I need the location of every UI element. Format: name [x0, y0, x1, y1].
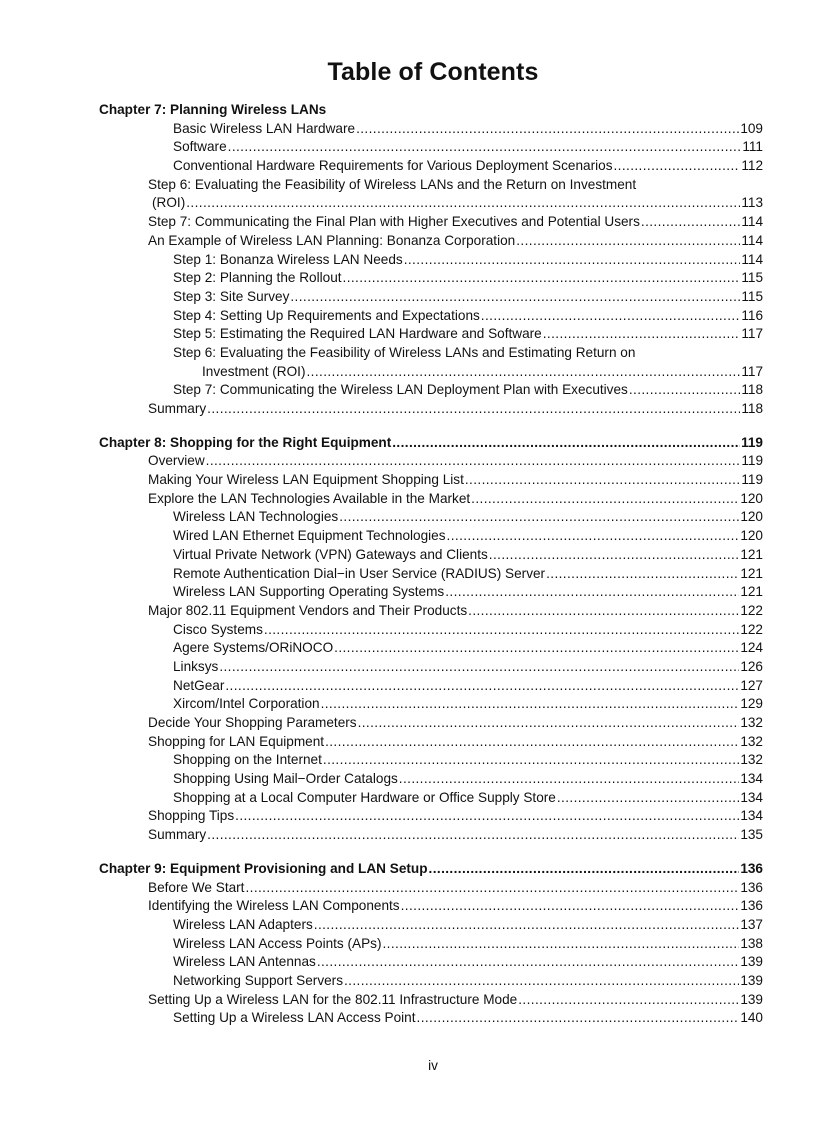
- toc-entry[interactable]: [99, 400, 763, 419]
- entry-title: Conventional Hardware Requirements for Various Deployment Scenarios: [173, 158, 613, 174]
- dot-leader: [334, 639, 739, 658]
- entry-page: 138: [740, 935, 763, 951]
- dot-leader: [245, 879, 739, 898]
- entry-page: 122: [740, 621, 763, 637]
- entry-title: Step 7: Communicating the Wireless LAN Deployment Plan with Executives: [173, 382, 628, 398]
- toc-entry[interactable]: [99, 695, 763, 714]
- entry-title: An Example of Wireless LAN Planning: Bonanza Corporation: [148, 232, 516, 248]
- dot-leader: [481, 307, 741, 326]
- entry-title: Before We Start: [148, 879, 245, 895]
- entry-page: 116: [741, 307, 763, 323]
- dot-leader: [641, 213, 740, 232]
- entry-page: 115: [741, 270, 763, 286]
- dot-leader: [264, 621, 739, 640]
- entry-page: 124: [740, 640, 763, 656]
- dot-leader: [186, 194, 740, 213]
- toc-entry[interactable]: [99, 879, 763, 898]
- entry-page: 117: [741, 326, 763, 342]
- entry-page: 132: [740, 715, 763, 730]
- entry-title: Explore the LAN Technologies Available in the Market: [148, 490, 471, 506]
- entry-page: 120: [740, 490, 763, 506]
- entry-title: Shopping Tips: [148, 808, 235, 824]
- entry-page: 109: [740, 120, 763, 136]
- entry-title: Remote Authentication Dial−in User Service (RADIUS) Server: [173, 565, 546, 581]
- entry-page: 115: [741, 288, 763, 304]
- toc-entry[interactable]: [99, 213, 763, 232]
- entry-title: Shopping on the Internet: [173, 752, 322, 768]
- entry-title: Decide Your Shopping Parameters: [148, 715, 357, 730]
- entry-title: Shopping Using Mail−Order Catalogs: [173, 771, 398, 787]
- dot-leader: [543, 325, 741, 344]
- toc-entry-continuation[interactable]: [99, 194, 763, 213]
- dot-leader: [557, 789, 739, 808]
- entry-page: 117: [741, 363, 763, 379]
- toc-entry[interactable]: [99, 916, 763, 935]
- entry-page: 121: [740, 565, 763, 581]
- entry-title: Shopping for LAN Equipment: [148, 733, 325, 749]
- toc-entry[interactable]: [99, 288, 763, 307]
- entry-title: Wireless LAN Antennas: [173, 954, 316, 970]
- entry-title: Xircom/Intel Corporation: [173, 696, 320, 712]
- toc-entry[interactable]: [99, 490, 763, 509]
- dot-leader: [228, 138, 742, 157]
- entry-page: 121: [740, 584, 763, 600]
- entry-page: 120: [740, 509, 763, 525]
- chapter-title: Chapter 9: Equipment Provisioning and LAN Setup: [99, 860, 428, 876]
- entry-page: 127: [740, 677, 763, 693]
- entry-page: 119: [741, 472, 763, 488]
- entry-title: Agere Systems/ORiNOCO: [173, 640, 334, 656]
- entry-title: Summary: [148, 401, 207, 416]
- toc-entry[interactable]: [99, 714, 763, 733]
- entry-title: Networking Support Servers: [173, 972, 343, 988]
- toc-entry[interactable]: [99, 789, 763, 808]
- entry-title: Step 5: Estimating the Required LAN Hardware and Software: [173, 326, 542, 342]
- toc-entry[interactable]: [99, 972, 763, 991]
- entry-title: NetGear: [173, 677, 225, 693]
- dot-leader: [614, 157, 741, 176]
- toc-entry[interactable]: [99, 733, 763, 752]
- dot-leader: [356, 120, 739, 139]
- entry-title: Step 4: Setting Up Requirements and Expectations: [173, 307, 480, 323]
- dot-leader: [447, 527, 740, 546]
- dot-leader: [321, 695, 740, 714]
- entry-page: 114: [741, 251, 763, 267]
- entry-page: 136: [740, 898, 763, 914]
- page-title: Table of Contents: [327, 58, 539, 86]
- toc-entry[interactable]: [99, 770, 763, 789]
- toc-entry[interactable]: [99, 639, 763, 658]
- entry-page: 132: [740, 733, 763, 749]
- dot-leader: [404, 251, 741, 270]
- dot-leader: [629, 381, 740, 400]
- toc-entry[interactable]: [99, 307, 763, 326]
- entry-title: Wireless LAN Supporting Operating Systems: [173, 584, 445, 600]
- chapter-7: [99, 101, 763, 419]
- toc-entry[interactable]: [99, 452, 763, 471]
- entry-title-continued: (ROI): [152, 195, 186, 211]
- toc-entry-continuation[interactable]: [99, 363, 763, 382]
- entry-page: 139: [740, 954, 763, 970]
- entry-page: 114: [741, 214, 763, 230]
- entry-title: Major 802.11 Equipment Vendors and Their Products: [148, 602, 468, 618]
- toc-entry-wrapped-first-line[interactable]: [99, 344, 763, 363]
- dot-leader: [323, 751, 739, 770]
- toc-entry[interactable]: [99, 565, 763, 584]
- dot-leader: [383, 935, 740, 954]
- entry-page: 129: [740, 696, 763, 712]
- dot-leader: [314, 916, 740, 935]
- entry-page: 119: [741, 453, 763, 469]
- dot-leader: [445, 583, 739, 602]
- entry-page: 139: [740, 972, 763, 988]
- entry-title: Step 2: Planning the Rollout: [173, 270, 342, 286]
- entry-page: 134: [740, 771, 763, 787]
- toc-entry[interactable]: [99, 381, 763, 400]
- entry-title: Setting Up a Wireless LAN for the 802.11 Infrastructure Mode: [148, 991, 518, 1007]
- dot-leader: [207, 400, 740, 419]
- entry-title: Wired LAN Ethernet Equipment Technologies: [173, 528, 446, 544]
- entry-title: Basic Wireless LAN Hardware: [173, 120, 356, 136]
- entry-page: 136: [740, 879, 763, 895]
- toc-entry[interactable]: [99, 953, 763, 972]
- entry-page: 121: [740, 546, 763, 562]
- entry-title: Virtual Private Network (VPN) Gateways and Clients: [173, 546, 488, 562]
- chapter-heading[interactable]: [99, 101, 763, 120]
- dot-leader: [344, 972, 739, 991]
- entry-page: 118: [741, 382, 763, 398]
- chapter-heading[interactable]: [99, 860, 763, 879]
- entry-page: 120: [740, 528, 763, 544]
- toc-entry[interactable]: [99, 269, 763, 288]
- toc-entry[interactable]: [99, 471, 763, 490]
- dot-leader: [206, 452, 741, 471]
- toc-entry-wrapped-first-line[interactable]: [99, 176, 763, 195]
- toc-entry[interactable]: [99, 546, 763, 565]
- table-of-contents: [99, 101, 763, 1043]
- toc-entry[interactable]: [99, 602, 763, 621]
- dot-leader: [325, 733, 739, 752]
- toc-entry[interactable]: [99, 583, 763, 602]
- dot-leader: [546, 565, 739, 584]
- entry-page: 139: [740, 991, 763, 1007]
- entry-page: 135: [740, 827, 763, 843]
- chapter-page: 136: [740, 860, 763, 876]
- dot-leader: [219, 658, 739, 677]
- entry-page: 137: [740, 916, 763, 932]
- toc-entry[interactable]: [99, 120, 763, 139]
- toc-entry[interactable]: [99, 157, 763, 176]
- toc-entry[interactable]: [99, 991, 763, 1010]
- toc-entry[interactable]: [99, 621, 763, 640]
- dot-leader: [392, 434, 740, 453]
- dot-leader: [358, 714, 740, 733]
- entry-page: 111: [742, 139, 763, 155]
- entry-page: 134: [740, 789, 763, 805]
- entry-page: 114: [741, 232, 763, 248]
- entry-page: 140: [740, 1010, 763, 1026]
- entry-title: Cisco Systems: [173, 621, 263, 637]
- entry-title: Step 6: Evaluating the Feasibility of Wireless LANs and the Return on Investment: [148, 176, 637, 192]
- entry-title: Shopping at a Local Computer Hardware or Office Supply Store: [173, 789, 556, 805]
- toc-entry[interactable]: [99, 658, 763, 677]
- chapter-9: [99, 860, 763, 1028]
- dot-leader: [465, 471, 740, 490]
- entry-title: Overview: [148, 453, 205, 469]
- dot-leader: [518, 991, 739, 1010]
- dot-leader: [339, 508, 739, 527]
- entry-title-continued: Investment (ROI): [202, 363, 306, 379]
- dot-leader: [343, 269, 741, 288]
- entry-title: Wireless LAN Technologies: [173, 509, 339, 525]
- entry-page: 113: [741, 195, 763, 211]
- dot-leader: [468, 602, 739, 621]
- entry-title: Setting Up a Wireless LAN Access Point: [173, 1010, 416, 1026]
- toc-entry[interactable]: [99, 897, 763, 916]
- toc-entry[interactable]: [99, 677, 763, 696]
- entry-title: Identifying the Wireless LAN Components: [148, 898, 400, 914]
- toc-entry[interactable]: [99, 325, 763, 344]
- dot-leader: [235, 807, 739, 826]
- entry-title: Step 6: Evaluating the Feasibility of Wireless LANs and Estimating Return on: [173, 344, 636, 360]
- dot-leader: [401, 897, 740, 916]
- page-number: iv: [428, 1058, 438, 1073]
- dot-leader: [516, 232, 740, 251]
- toc-entry[interactable]: [99, 826, 763, 845]
- chapter-title: Chapter 7: Planning Wireless LANs: [99, 102, 327, 117]
- entry-title: Step 3: Site Survey: [173, 288, 290, 304]
- entry-title: Step 1: Bonanza Wireless LAN Needs: [173, 251, 403, 267]
- dot-leader: [417, 1009, 740, 1028]
- entry-page: 134: [740, 808, 763, 824]
- entry-title: Linksys: [173, 658, 219, 674]
- dot-leader: [207, 826, 739, 845]
- entry-page: 126: [740, 658, 763, 674]
- toc-entry[interactable]: [99, 1009, 763, 1028]
- dot-leader: [489, 546, 740, 565]
- toc-entry[interactable]: [99, 935, 763, 954]
- entry-title: Summary: [148, 827, 207, 843]
- entry-title: Software: [173, 139, 227, 155]
- entry-page: 112: [741, 158, 763, 174]
- toc-entry[interactable]: [99, 527, 763, 546]
- entry-title: Step 7: Communicating the Final Plan with Higher Executives and Potential Users: [148, 214, 640, 230]
- entry-title: Wireless LAN Access Points (APs): [173, 935, 382, 951]
- toc-entry[interactable]: [99, 251, 763, 270]
- chapter-heading[interactable]: [99, 434, 763, 453]
- dot-leader: [225, 677, 739, 696]
- toc-entry[interactable]: [99, 751, 763, 770]
- dot-leader: [471, 490, 739, 509]
- entry-page: 118: [741, 401, 763, 416]
- toc-entry[interactable]: [99, 508, 763, 527]
- toc-entry[interactable]: [99, 138, 763, 157]
- dot-leader: [290, 288, 740, 307]
- chapter-8: [99, 434, 763, 845]
- entry-page: 132: [740, 752, 763, 768]
- toc-entry[interactable]: [99, 807, 763, 826]
- entry-title: Making Your Wireless LAN Equipment Shopping List: [148, 472, 464, 488]
- dot-leader: [399, 770, 740, 789]
- entry-page: 122: [740, 602, 763, 618]
- dot-leader: [429, 860, 740, 879]
- toc-entry[interactable]: [99, 232, 763, 251]
- chapter-page: 119: [741, 434, 763, 450]
- entry-title: Wireless LAN Adapters: [173, 916, 313, 932]
- chapter-title: Chapter 8: Shopping for the Right Equipment: [99, 434, 392, 450]
- dot-leader: [307, 363, 741, 382]
- dot-leader: [317, 953, 740, 972]
